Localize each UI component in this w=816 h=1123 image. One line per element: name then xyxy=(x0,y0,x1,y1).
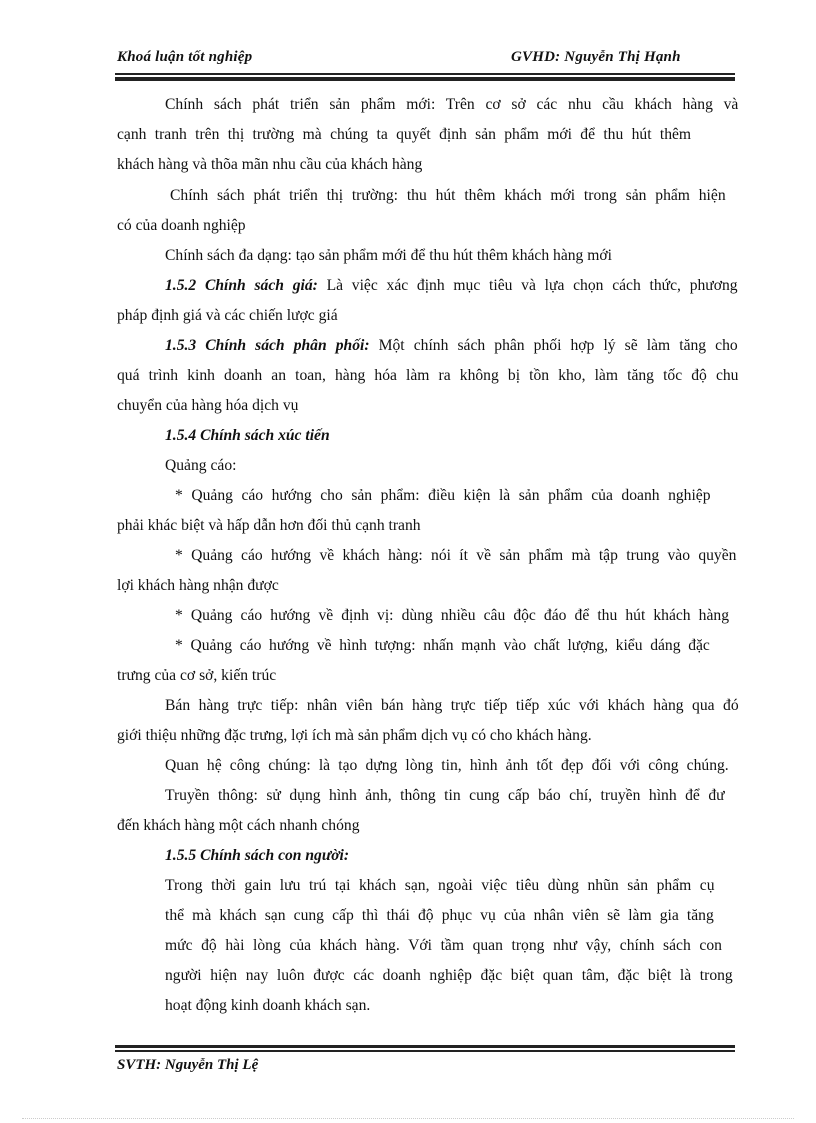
text-line: Chính sách đa dạng: tạo sản phẩm mới để thu hút thêm khách hàng mới xyxy=(165,247,612,264)
text-line: * Quảng cáo hướng về định vị: dùng nhiều câu độc đáo để thu hút khách hàng xyxy=(175,607,729,624)
page-bottom-border xyxy=(22,1118,794,1119)
text-line xyxy=(165,336,738,356)
section-text: Một chính sách phân phối hợp lý sẽ làm tăng cho xyxy=(369,337,738,354)
footer-text: SVTH: Nguyễn Thị Lệ xyxy=(117,1057,259,1073)
text-line: * Quảng cáo hướng về khách hàng: nói ít về sản phẩm mà tập trung vào quyền xyxy=(175,547,737,564)
text-line: Truyền thông: sử dụng hình ảnh, thông tin cung cấp báo chí, truyền hình để đư xyxy=(165,787,725,804)
text-line: mức độ hài lòng của khách hàng. Với tầm quan trọng như vậy, chính sách con xyxy=(165,937,722,954)
header-rule-thick xyxy=(115,77,735,81)
section-heading: 1.5.2 Chính sách giá: xyxy=(165,277,318,294)
text-line: người hiện nay luôn được các doanh nghiệp đặc biệt quan tâm, đặc biệt là trong xyxy=(165,967,733,984)
section-heading: 1.5.3 Chính sách phân phối: xyxy=(165,337,370,354)
text-line xyxy=(165,426,330,446)
text-line: phải khác biệt và hấp dẫn hơn đối thủ cạnh tranh xyxy=(117,517,421,534)
header-left: Khoá luận tốt nghiệp xyxy=(117,49,253,65)
text-line: Quan hệ công chúng: là tạo dựng lòng tin, hình ảnh tốt đẹp đối với công chúng. xyxy=(165,757,729,774)
text-line: Bán hàng trực tiếp: nhân viên bán hàng trực tiếp tiếp xúc với khách hàng qua đó xyxy=(165,697,739,714)
text-line xyxy=(165,276,738,296)
text-line: quá trình kinh doanh an toan, hàng hóa làm ra không bị tồn kho, làm tăng tốc độ chu xyxy=(117,367,739,384)
text-line: khách hàng và thõa mãn nhu cầu của khách hàng xyxy=(117,156,423,173)
text-line: có của doanh nghiệp xyxy=(117,217,246,234)
text-line: * Quảng cáo hướng về hình tượng: nhấn mạnh vào chất lượng, kiểu dáng đặc xyxy=(175,637,710,654)
header-rule-thin xyxy=(115,73,735,75)
text-line: Trong thời gain lưu trú tại khách sạn, ngoài việc tiêu dùng nhũn sản phẩm cụ xyxy=(165,877,715,894)
text-line: cạnh tranh trên thị trường mà chúng ta quyết định sản phẩm mới để thu hút thêm xyxy=(117,126,692,143)
text-line: Chính sách phát triển thị trường: thu hút thêm khách mới trong sản phẩm hiện xyxy=(170,187,726,204)
section-text: Là việc xác định mục tiêu và lựa chọn cách thức, phương xyxy=(317,277,738,294)
footer-rule-thick xyxy=(115,1045,735,1048)
text-line xyxy=(165,846,349,866)
text-line: đến khách hàng một cách nhanh chóng xyxy=(117,817,360,834)
text-line: Chính sách phát triển sản phẩm mới: Trên cơ sở các nhu cầu khách hàng và xyxy=(165,96,739,113)
text-line: hoạt động kinh doanh khách sạn. xyxy=(165,997,371,1014)
text-line: chuyển của hàng hóa dịch vụ xyxy=(117,397,299,414)
text-line: pháp định giá và các chiến lược giá xyxy=(117,307,338,324)
section-heading: 1.5.4 Chính sách xúc tiến xyxy=(165,427,330,444)
text-line: giới thiệu những đặc trưng, lợi ích mà sản phẩm dịch vụ có cho khách hàng. xyxy=(117,727,592,744)
text-line: Quảng cáo: xyxy=(165,457,237,474)
section-heading: 1.5.5 Chính sách con người: xyxy=(165,847,350,864)
text-line: * Quảng cáo hướng cho sản phẩm: điều kiện là sản phẩm của doanh nghiệp xyxy=(175,487,711,504)
text-line: lợi khách hàng nhận được xyxy=(117,577,279,594)
text-line: thể mà khách sạn cung cấp thì thái độ phục vụ của nhân viên sẽ làm gia tăng xyxy=(165,907,714,924)
footer-rule-thin xyxy=(115,1050,735,1052)
text-line: trưng của cơ sở, kiến trúc xyxy=(117,667,277,684)
header-right: GVHD: Nguyễn Thị Hạnh xyxy=(511,49,681,65)
